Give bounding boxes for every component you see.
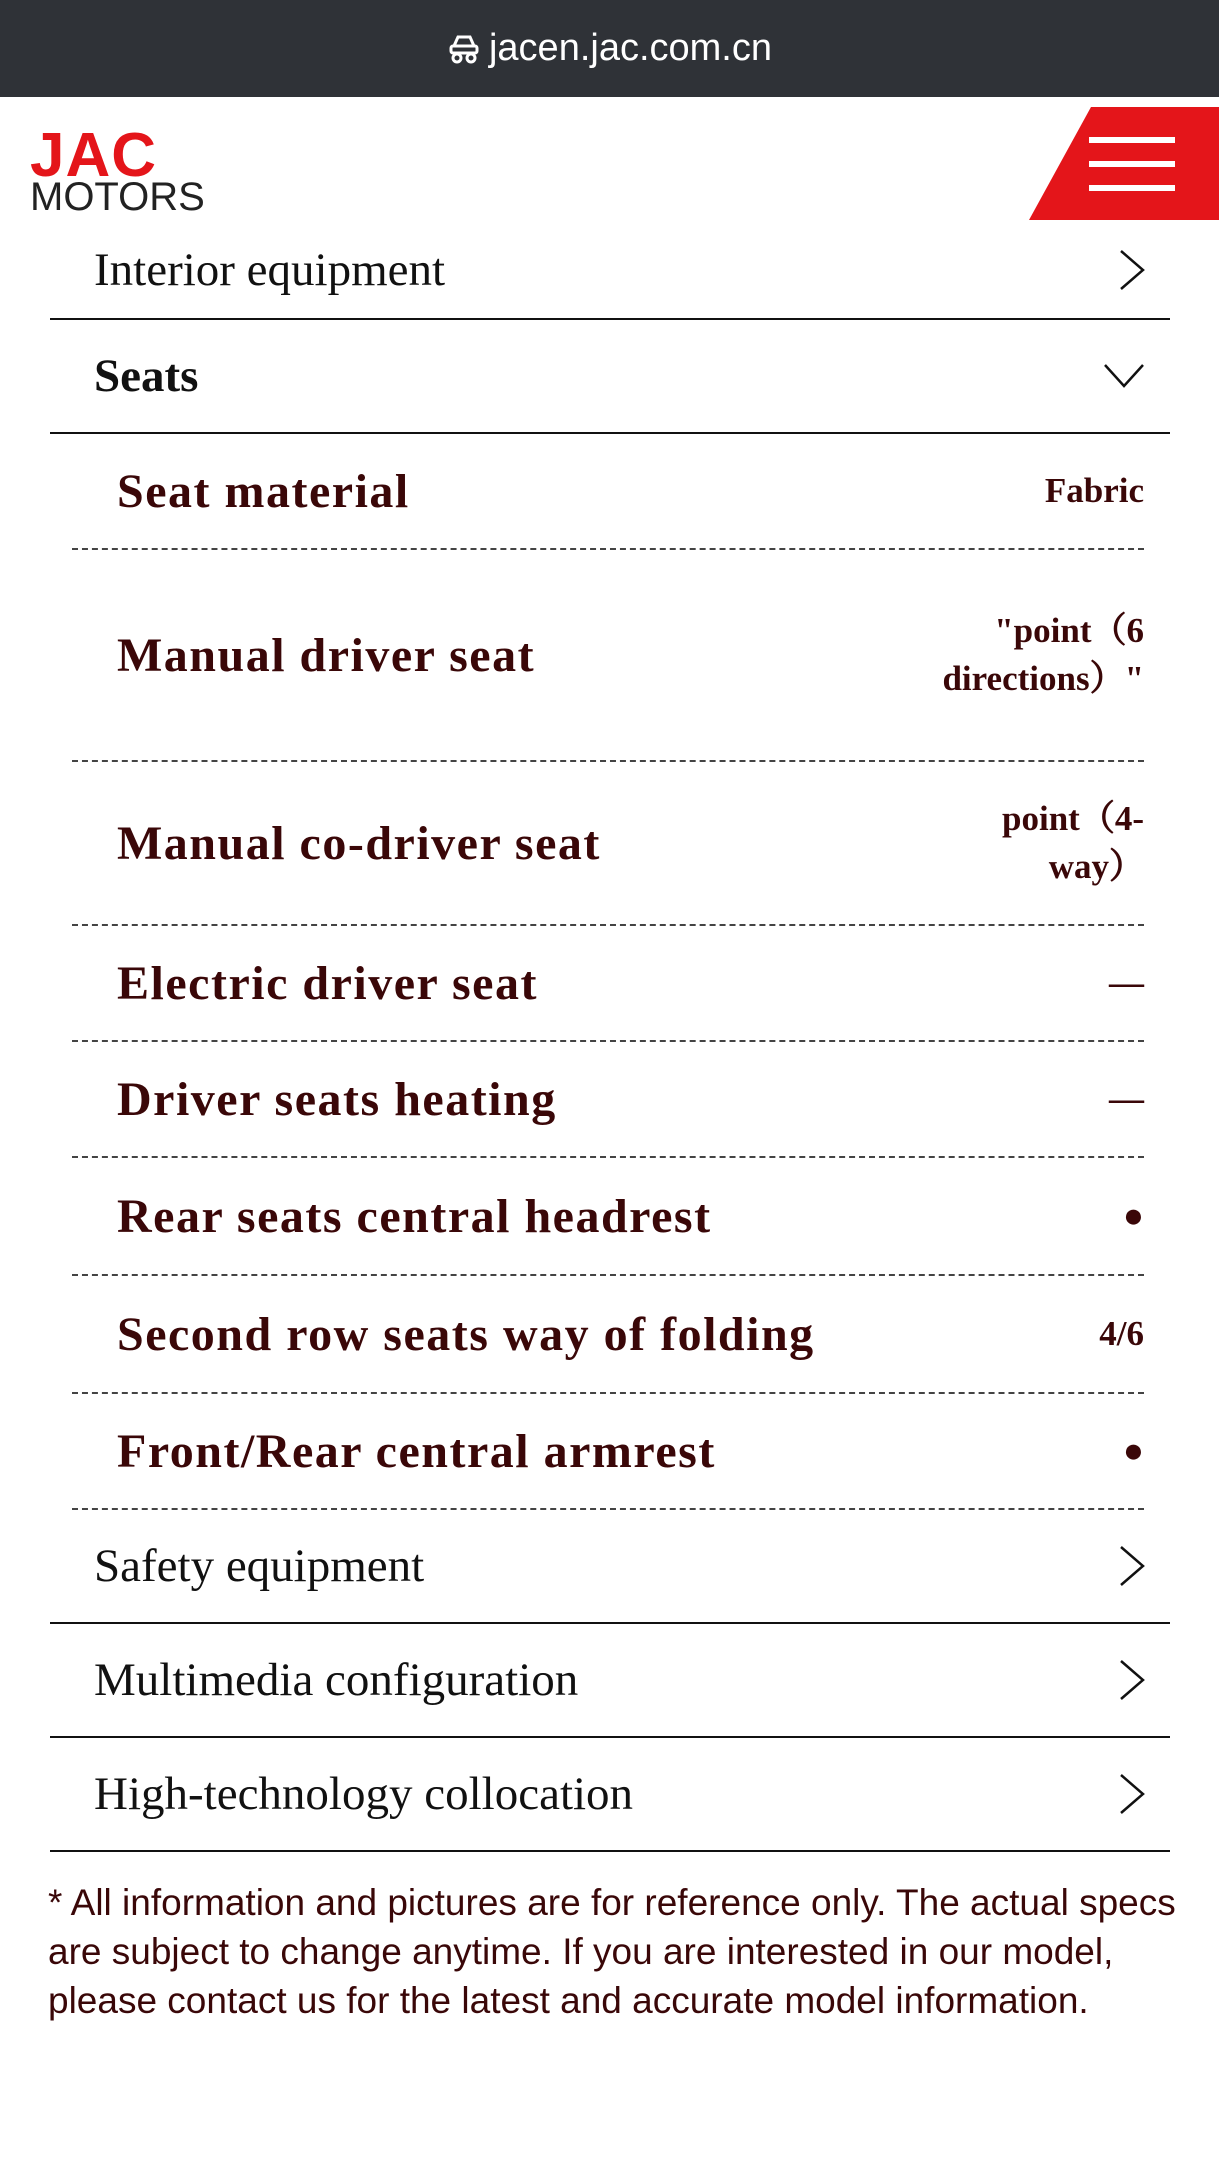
car-icon	[447, 32, 481, 66]
spec-value: Fabric	[1044, 471, 1144, 510]
spec-row-seat-material	[72, 434, 1144, 548]
spec-name: Front/Rear central armrest	[117, 1424, 716, 1478]
spec-value: ●	[1122, 1431, 1144, 1470]
spec-row-manual-co-driver-seat	[72, 762, 1144, 924]
section-label: High-technology collocation	[94, 1768, 634, 1820]
chevron-right-icon	[1118, 1544, 1146, 1588]
spec-name: Manual co-driver seat	[117, 816, 601, 870]
section-label: Seats	[94, 350, 199, 402]
spec-name: Electric driver seat	[117, 956, 538, 1010]
spec-row-electric-driver-seat	[72, 926, 1144, 1040]
section-interior-equipment[interactable]	[50, 222, 1170, 318]
spec-value: —	[1109, 1079, 1144, 1118]
spec-row-second-row-folding	[72, 1276, 1144, 1392]
section-multimedia-configuration[interactable]	[50, 1624, 1170, 1736]
chevron-down-icon	[1102, 362, 1146, 390]
browser-url-bar[interactable]	[0, 0, 1219, 97]
spec-name: Rear seats central headrest	[117, 1189, 712, 1243]
section-label: Safety equipment	[94, 1540, 425, 1592]
spec-value: ●	[1122, 1196, 1144, 1235]
logo-jac: JAC	[30, 121, 158, 190]
disclaimer-text: * All information and pictures are for reference only. The actual specs are subject to change anytime. If you are interested in our model, please contact us for the latest and accurate model information.	[48, 1882, 1176, 2021]
spec-name: Second row seats way of folding	[117, 1307, 815, 1361]
section-label: Multimedia configuration	[94, 1654, 579, 1706]
hamburger-menu-button[interactable]	[1029, 107, 1219, 220]
site-header	[0, 97, 1219, 222]
spec-value: 4/6	[1099, 1314, 1144, 1353]
spec-name: Manual driver seat	[117, 628, 536, 682]
chevron-right-icon	[1118, 1772, 1146, 1816]
chevron-right-icon	[1118, 248, 1146, 292]
section-label: Interior equipment	[94, 244, 446, 296]
section-high-technology-collocation[interactable]	[50, 1738, 1170, 1850]
spec-name: Driver seats heating	[117, 1072, 557, 1126]
spec-name: Seat material	[117, 464, 410, 518]
spec-value: —	[1109, 963, 1144, 1002]
logo-motors: MOTORS	[30, 175, 205, 219]
jac-motors-logo[interactable]	[30, 121, 205, 219]
spec-row-central-armrest	[72, 1394, 1144, 1508]
url-text: jacen.jac.com.cn	[488, 27, 772, 69]
divider	[50, 1850, 1170, 1852]
section-safety-equipment[interactable]	[50, 1510, 1170, 1622]
chevron-right-icon	[1118, 1658, 1146, 1702]
spec-row-rear-seats-central-headrest	[72, 1158, 1144, 1274]
spec-row-driver-seats-heating	[72, 1042, 1144, 1156]
spec-value: "point（6 directions）"	[942, 611, 1144, 698]
spec-row-manual-driver-seat	[72, 550, 1144, 760]
spec-value: point（4-way）	[1002, 799, 1144, 886]
section-seats[interactable]	[50, 320, 1170, 432]
